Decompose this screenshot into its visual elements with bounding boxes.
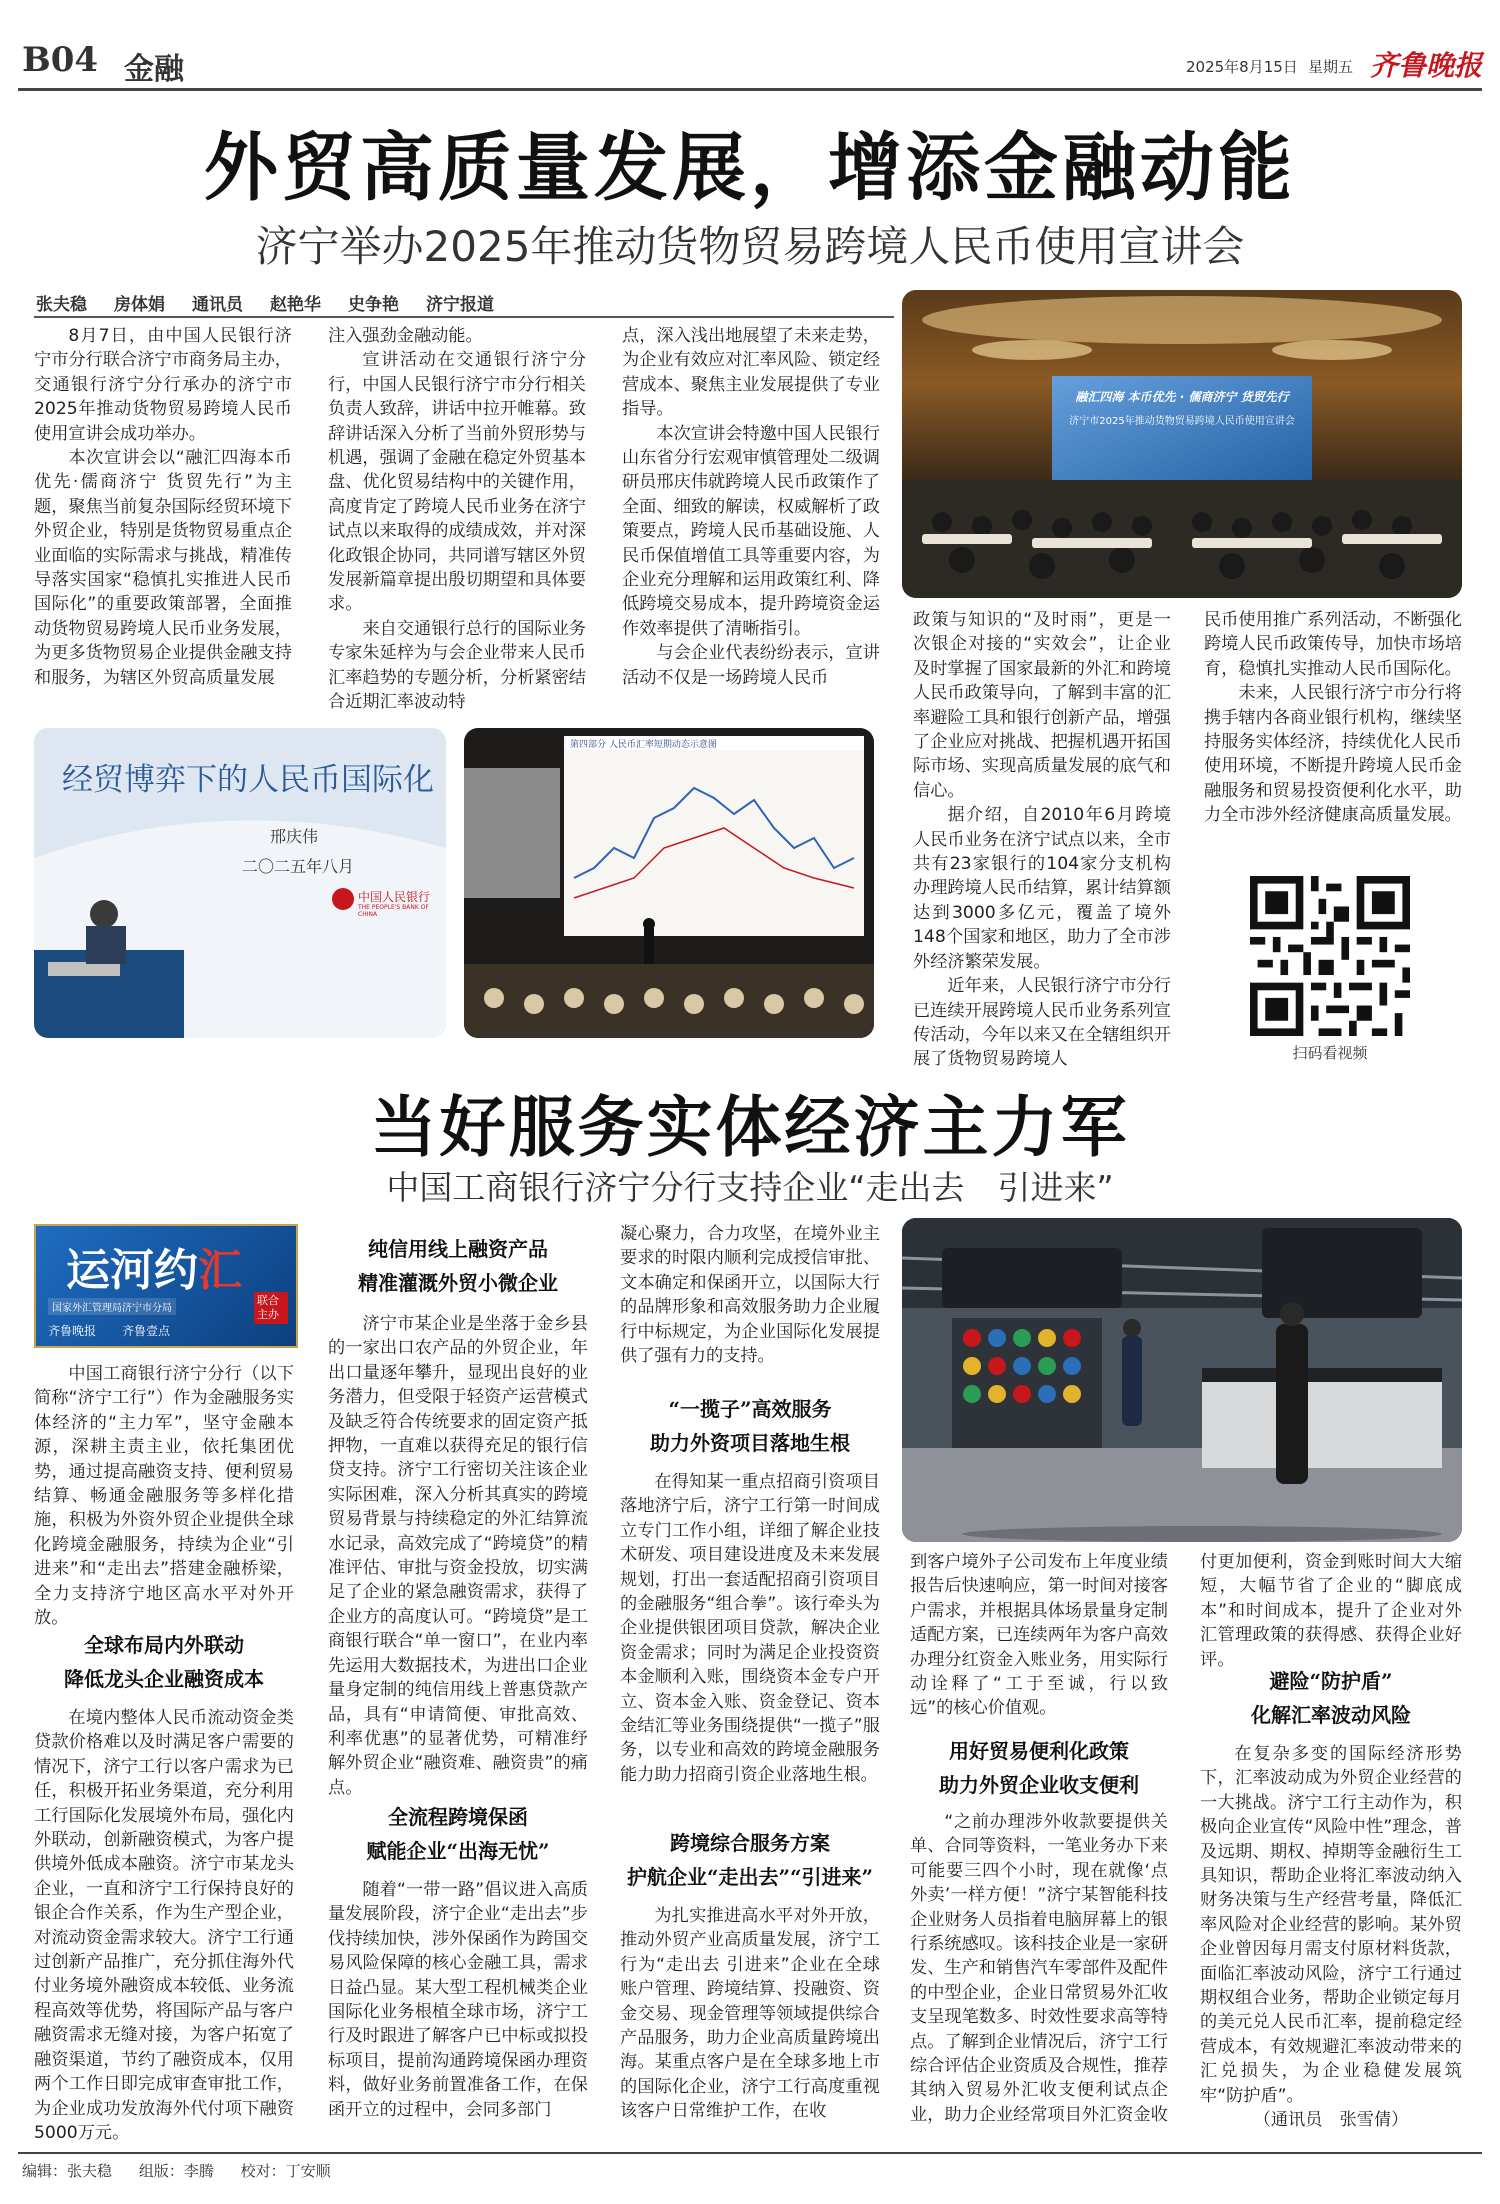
- paragraph: 据介绍，自2010年6月跨境人民币业务在济宁试点以来，全市共有23家银行的104家分支机构办理跨境人民币结算，累计结算额达到3000多亿元，覆盖了境外148个国家和地区，助力了全市涉外经济繁荣发展。: [913, 805, 1171, 972]
- column-logo-title-accent: 汇: [198, 1245, 242, 1296]
- proof-label: 校对：: [240, 2162, 286, 2180]
- paragraph: 点，深入浅出地展望了未来走势，为企业有效应对汇率风险、锁定经营成本、聚焦主业发展提供了专业指导。: [622, 326, 880, 420]
- subhead-1-line-a: 全球布局内外联动: [84, 1633, 244, 1657]
- paragraph: 为扎实推进高水平对外开放，推动外贸产业高质量发展，济宁工行为“走出去 引进来”企业在全球账户管理、跨境结算、投融资、资金交易、现金管理等领域提供综合产品服务，助力企业高质量跨境出海。某重点客户是在全球多地上市的国际化企业，济宁工行高度重视该客户日常维护工作，在收: [620, 1906, 880, 2122]
- column-logo-tag: 联合主办: [254, 1292, 288, 1324]
- subhead-6: [910, 1734, 1168, 1802]
- story1-column-5: [1204, 608, 1462, 828]
- column-logo-title-main: 运河约: [66, 1245, 198, 1296]
- story2-section-5-cont: [910, 1550, 1168, 1721]
- subhead-3-line-b: 赋能企业“出海无忧”: [366, 1839, 550, 1863]
- subhead-6-line-a: 用好贸易便利化政策: [949, 1739, 1129, 1763]
- story1-column-2: [328, 324, 586, 715]
- column-logo-sub: 国家外汇管理局济宁市分局: [48, 1298, 176, 1315]
- story2-intro: [34, 1362, 294, 1630]
- paragraph: 付更加便利，资金到账时间大大缩短，大幅节省了企业的“脚底成本”和时间成本，提升了企业对外汇管理政策的获得感、获得企业好评。: [1200, 1552, 1462, 1670]
- column-logo-box: [34, 1224, 298, 1348]
- subhead-2: [328, 1232, 588, 1300]
- conference-hall-photo: [902, 290, 1462, 598]
- slide-author: 邢庆伟: [270, 827, 319, 846]
- slide-logo-en: THE PEOPLE'S BANK OF CHINA: [358, 904, 429, 918]
- factory-scene: [902, 1218, 1462, 1542]
- subhead-1-line-b: 降低龙头企业融资成本: [64, 1667, 264, 1691]
- qr-code[interactable]: [1250, 876, 1410, 1036]
- story2-section-1: [34, 1706, 294, 2145]
- paragraph: 在得知某一重点招商引资项目落地济宁后，济宁工行第一时间成立专门工作小组，详细了解企业技术研发、项目建设进度及未来发展规划，打出一套适配招商引资项目的金融服务“组合拳”。该行牵头为企业提供银团项目贷款，解决企业资金需求；同时为满足企业投资资本金顺利入账，围绕资本金专户开立、资本金入账、资金登记、资本金结汇等业务围绕提供“一揽子”服务，以专业和高效的跨境金融服务能力助力招商引资企业落地生根。: [620, 1472, 880, 1785]
- paragraph: 随着“一带一路”倡议进入高质量发展阶段，济宁企业“走出去”步伐持续加快，涉外保函作为跨国交易风险保障的核心金融工具，需求日益凸显。某大型工程机械类企业国际化业务根植全球市场，济宁工行及时跟进了解客户已中标或拟投标项目，提前沟通跨境保函办理资料，做好业务前置准备工作，在保函开立的过程中，会同多部门: [328, 1880, 588, 2120]
- paragraph: 8月7日，由中国人民银行济宁市分行联合济宁市商务局主办，交通银行济宁分行承办的济宁市2025年推动货物贸易跨境人民币使用宣讲会成功举办。: [34, 326, 292, 444]
- paragraph: 近年来，人民银行济宁市分行已连续开展跨境人民币业务系列宣传活动，今年以来又在全辖组织开展了货物贸易跨境人: [913, 976, 1171, 1070]
- subhead-5: [620, 1826, 880, 1894]
- story2-subhead: 中国工商银行济宁分行支持企业“走出去 引进来”: [386, 1168, 1114, 1207]
- footer-rule: [18, 2152, 1482, 2154]
- subhead-7-line-b: 化解汇率波动风险: [1251, 1703, 1411, 1727]
- paragraph: 注入强劲金融动能。: [328, 326, 483, 346]
- layout-label: 组版：: [138, 2162, 184, 2180]
- subhead-1: [34, 1628, 294, 1696]
- column-logo-brand2: 齐鲁壹点: [122, 1324, 171, 1338]
- subhead-5-line-a: 跨境综合服务方案: [670, 1831, 830, 1855]
- story1-byline: [36, 290, 896, 316]
- subhead-4-line-b: 助力外资项目落地生根: [650, 1431, 850, 1455]
- paragraph: 到客户境外子公司发布上年度业绩报告后快速响应，第一时间对接客户需求，并根据具体场景量身定制适配方案，已连续两年为客户高效办理分红资金入账业务，用实际行动诠释了“工于至诚，行以致远”的核心价值观。: [910, 1552, 1168, 1719]
- subhead-4-line-a: “一揽子”高效服务: [668, 1397, 832, 1421]
- layout-name: 李腾: [183, 2162, 214, 2180]
- subhead-2-line-b: 精准灌溉外贸小微企业: [358, 1271, 558, 1295]
- paragraph: 凝心聚力，合力攻坚，在境外业主要求的时限内顺利完成授信审批、文本确定和保函开立，以国际大行的品牌形象和高效服务助力企业履行中标规定，为企业国际化发展提供了强有力的支持。: [620, 1224, 880, 1367]
- byline-name: 赵艳华: [270, 295, 321, 315]
- paragraph: 未来，人民银行济宁市分行将携手辖内各商业银行机构，继续坚持服务实体经济，持续优化人民币使用环境，不断提升跨境人民币金融服务和贸易投资便利化水平，助力全市涉外经济健康高质量发展。: [1204, 683, 1462, 826]
- story1-column-1: [34, 324, 292, 690]
- story2-section-7: [1200, 1742, 1462, 2133]
- banner-line-1: 融汇四海 本币优先 · 儒商济宁 货贸先行: [1075, 390, 1289, 404]
- subhead-5-line-b: 护航企业“走出去”“引进来”: [626, 1865, 873, 1889]
- footer-credits: [22, 2160, 331, 2181]
- factory-photo: [902, 1218, 1462, 1542]
- paragraph: 济宁市某企业是坐落于金乡县的一家出口农产品的外贸企业，年出口量逐年攀升，显现出良好的业务潜力，但受限于轻资产运营模式及缺乏符合传统要求的固定资产抵押物，一直难以获得充足的银行信贷支持。济宁工行密切关注该企业实际困难，深入分析其真实的跨境贸易背景与持续稳定的外汇结算流水记录，高效完成了“跨境贷”的精准评估、审批与资金投放，切实满足了企业的紧急融资需求，获得了企业方的高度认可。“跨境贷”是工商银行联合“单一窗口”，在业内率先运用大数据技术，为进出口企业量身定制的纯信用线上普惠贷款产品，具有“申请简便、审批高效、利率优惠”的显著优势，可精准纾解外贸企业“融资难、融资贵”的痛点。: [328, 1314, 588, 1798]
- paragraph: 来自交通银行总行的国际业务专家朱延梓为与会企业带来人民币汇率趋势的专题分析，分析紧密结合近期汇率波动特: [328, 618, 586, 713]
- section-name: 金融: [124, 52, 184, 87]
- paragraph: “之前办理涉外收款要提供关单、合同等资料，一笔业务办下来可能要三四个小时，现在就像‘点外卖’一样方便！”济宁某智能科技企业财务人员指着电脑屏幕上的银行系统感叹。该科技企业是一家研发、生产和销售汽车零部件及配件的中型企业，企业日常贸易外汇收支呈现笔数多、时效性要求高等特点。了解到企业情况后，济宁工行综合评估企业资质及合规性，推荐其纳入贸易外汇收支便利试点企业，助力企业经常项目外汇资金收: [910, 1812, 1168, 2125]
- story1-column-3: [622, 324, 880, 690]
- paper-logo: 齐鲁晚报: [1370, 49, 1483, 82]
- issue-weekday: 星期五: [1308, 58, 1354, 76]
- paragraph: 在境内整体人民币流动资金类贷款价格难以及时满足客户需要的情况下，济宁工行以客户需求为已任，积极开拓业务渠道，充分利用工行国际化发展境外布局，强化内外联动，创新融资模式，为客户提供境外低成本融资。济宁市某龙头企业，一直和济宁工行保持良好的银企合作关系，作为生产型企业，对流动资金需求较大。济宁工行通过创新产品推广，充分抓住海外代付业务境外融资成本较低、业务流程高效等优势，将国际产品与客户融资需求无缝对接，为客户拓宽了融资渠道，节约了融资成本，仅用两个工作日即完成审查审批工作，为企业成功发放海外代付项下融资5000万元。: [34, 1708, 294, 2143]
- story2-section-6: [910, 1810, 1168, 2127]
- slide-title: 经贸博弈下的人民币国际化: [62, 762, 434, 798]
- byline-label: 通讯员: [192, 295, 243, 315]
- paragraph: 中国工商银行济宁分行（以下简称“济宁工行”）作为金融服务实体经济的“主力军”，坚守金融本源，深耕主责主业，依托集团优势，通过提高融资支持、便利贸易结算、畅通金融服务等多样化措施，积极为外资外贸企业提供全球化跨境金融服务，持续为企业“引进来”和“走出去”搭建金融桥梁，全力支持济宁地区高水平对外开放。: [34, 1364, 294, 1629]
- paragraph: 本次宣讲会以“融汇四海本币优先·儒商济宁 货贸先行”为主题，聚焦当前复杂国际经贸环境下外贸企业，特别是货物贸易重点企业面临的实际需求与挑战，精准传导落实国家“稳慎扎实推进人民币国际化”的重要政策部署，全面推动货物贸易跨境人民币业务发展，为更多货物贸易企业提供金融支持和服务，为辖区外贸高质量发展: [34, 448, 292, 688]
- conference-hall-scene: [902, 290, 1462, 598]
- subhead-7: [1200, 1664, 1462, 1732]
- column-logo-title: [66, 1234, 242, 1298]
- issue-date: 2025年8月15日: [1186, 58, 1298, 76]
- qr-code-icon: [1250, 876, 1410, 1036]
- subhead-6-line-b: 助力外贸企业收支便利: [939, 1773, 1139, 1797]
- story2-section-6-cont: [1200, 1550, 1462, 1672]
- pboc-logo-icon: [332, 888, 354, 910]
- story2-section-5: [620, 1904, 880, 2124]
- story1-headline: 外贸高质量发展，增添金融动能: [204, 125, 1296, 211]
- editor-name: 张夫稳: [67, 2162, 113, 2180]
- subhead-3-line-a: 全流程跨境保函: [388, 1805, 528, 1829]
- editor-label: 编辑：: [22, 2162, 68, 2180]
- subhead-4: [620, 1392, 880, 1460]
- masthead-rule: [18, 88, 1482, 91]
- paragraph: 本次宣讲会特邀中国人民银行山东省分行宏观审慎管理处二级调研员邢庆伟就跨境人民币政策作了全面、细致的解读，权威解析了政策要点，跨境人民币基础设施、人民币保值增值工具等重要内容，为企业充分理解和运用政策红利、降低跨境交易成本，提升跨境资金运作效率提供了清晰指引。: [622, 423, 880, 639]
- story1-subhead: 济宁举办2025年推动货物贸易跨境人民币使用宣讲会: [255, 222, 1245, 271]
- story2-section-4: [620, 1470, 880, 1787]
- subhead-2-line-a: 纯信用线上融资产品: [368, 1237, 548, 1261]
- byline-name: 张夫稳: [36, 295, 87, 315]
- paragraph: 在复杂多变的国际经济形势下，汇率波动成为外贸企业经营的一大挑战。济宁工行主动作为，积极向企业宣传“风险中性”理念，普及远期、期权、掉期等金融衍生工具知识，帮助企业将汇率波动纳入财务决策与生产经营考量，降低汇率风险对企业经营的影响。某外贸企业曾因每月需支付原材料货款，面临汇率波动风险，济宁工行通过期权组合业务，帮助企业锁定每月的美元兑人民币汇率，提前稳定经营成本，有效规避汇率波动带来的汇兑损失，为企业稳健发展筑牢“防护盾”。: [1200, 1744, 1462, 2106]
- speaker-slide-photo: [34, 728, 446, 1038]
- chart-slide-scene: [464, 728, 874, 1038]
- slide-logo-cn: 中国人民银行: [358, 890, 431, 904]
- byline-rule: [34, 316, 894, 318]
- chart-slide-title: 第四部分 人民币汇率短期动态示意图: [570, 740, 717, 750]
- proof-name: 丁安顺: [285, 2162, 331, 2180]
- byline-name: 房体娟: [114, 295, 165, 315]
- column-logo-brand1: 齐鲁晚报: [48, 1324, 97, 1338]
- paragraph: 宣讲活动在交通银行济宁分行，中国人民银行济宁市分行相关负责人致辞，讲话中拉开帷幕。致辞讲话深入分析了当前外贸形势与机遇，强调了金融在稳定外贸基本盘、优化贸易结构中的关键作用，高度肯定了跨境人民币业务在济宁试点以来取得的成绩成效，并对深化政银企协同，共同谱写辖区外贸发展新篇章提出殷切期望和具体要求。: [328, 350, 586, 615]
- chart-slide-photo: [464, 728, 874, 1038]
- story2-section-3-cont: [620, 1222, 880, 1368]
- subhead-7-line-a: 避险“防护盾”: [1269, 1669, 1393, 1693]
- credit: （通讯员 张雪倩）: [1253, 2110, 1409, 2131]
- subhead-3: [328, 1800, 588, 1868]
- qr-caption: 扫码看视频: [1292, 1044, 1368, 1062]
- paragraph: 与会企业代表纷纷表示，宣讲活动不仅是一场跨境人民币: [622, 643, 880, 688]
- paragraph: 政策与知识的“及时雨”，更是一次银企对接的“实效会”，让企业及时掌握了国家最新的外汇和跨境人民币政策导向，了解到丰富的汇率避险工具和银行创新产品，增强了企业应对挑战、把握机遇开拓国际市场、实现高质量发展的底气和信心。: [913, 610, 1171, 801]
- banner-line-2: 济宁市2025年推动货物贸易跨境人民币使用宣讲会: [1069, 416, 1295, 427]
- page-code: B04: [22, 40, 99, 80]
- paragraph: 民币使用推广系列活动，不断强化跨境人民币政策传导，加快市场培育，稳慎扎实推动人民币国际化。: [1204, 610, 1462, 679]
- story1-column-4: [913, 608, 1171, 1072]
- byline-name: 史争艳: [348, 295, 399, 315]
- story2-section-3: [328, 1878, 588, 2122]
- story2-section-2: [328, 1312, 588, 1800]
- byline-location: 济宁报道: [426, 295, 494, 315]
- story2-headline: 当好服务实体经济主力军: [370, 1088, 1130, 1166]
- slide-date: 二〇二五年八月: [242, 857, 355, 876]
